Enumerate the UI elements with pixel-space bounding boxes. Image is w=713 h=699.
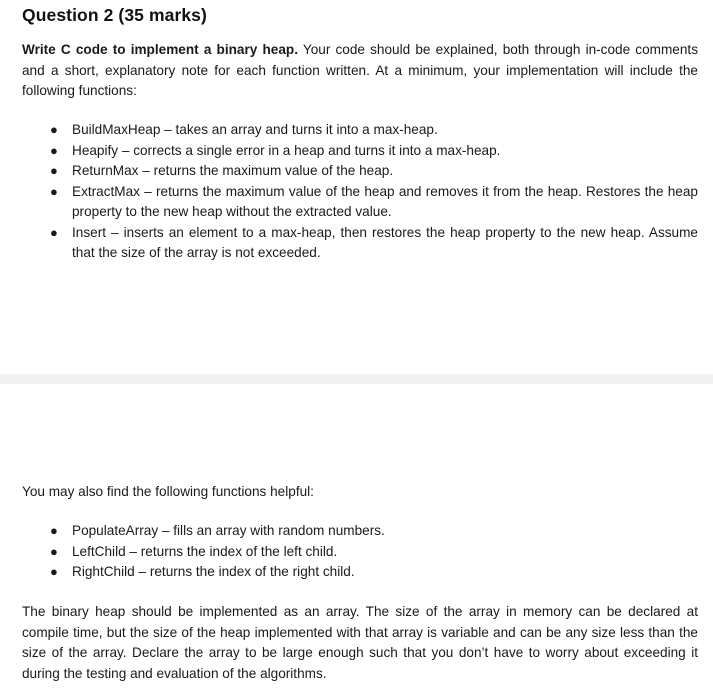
bullet-icon: ● xyxy=(50,183,58,199)
required-functions-list xyxy=(22,120,698,264)
list-item: ● LeftChild – returns the index of the left child. xyxy=(22,542,698,563)
bullet-icon: ● xyxy=(50,142,58,158)
list-item: ● Heapify – corrects a single error in a heap and turns it into a max-heap. xyxy=(22,141,698,162)
list-item: ● RightChild – returns the index of the right child. xyxy=(22,562,698,583)
intro-paragraph xyxy=(22,40,698,102)
bullet-icon: ● xyxy=(50,224,58,240)
page-bottom xyxy=(0,384,713,699)
bullet-icon: ● xyxy=(50,523,58,538)
helpful-functions-list xyxy=(22,521,698,583)
question-heading: Question 2 (35 marks) xyxy=(22,5,207,25)
list-item: ● ReturnMax – returns the maximum value of the heap. xyxy=(22,161,698,182)
list-item: ● ExtractMax – returns the maximum value of the heap and removes it from the heap. Restores the heap property to the new heap without the extracted value. xyxy=(50,183,698,219)
list-item: ● BuildMaxHeap – takes an array and turns it into a max-heap. xyxy=(22,120,698,141)
bullet-icon: ● xyxy=(50,543,58,559)
bullet-icon: ● xyxy=(50,163,58,178)
intro-text: Your code should be explained, both through in-code comments and a short, explanatory note for each function written. At a minimum, your implementation will include the following functions: xyxy=(22,42,698,98)
page-break xyxy=(0,374,713,384)
list-item: ● PopulateArray – fills an array with random numbers. xyxy=(22,521,698,542)
bullet-icon: ● xyxy=(50,122,58,137)
helpful-intro: You may also find the following functions helpful: xyxy=(22,484,314,499)
intro-bold-lead: Write C code to implement a binary heap. xyxy=(22,42,298,57)
list-item: ● Insert – inserts an element to a max-heap, then restores the heap property to the new heap. Assume that the size of the array is not exceeded. xyxy=(50,224,698,260)
closing-paragraph: The binary heap should be implemented as an array. The size of the array in memory can be declared at compile time, but the size of the heap implemented with that array is variable and can be any size less than the size of the array. Declare the array to be large enough such that you don’t have to worry about exceeding it during the testing and evaluation of the algorithms. xyxy=(22,604,698,681)
bullet-icon: ● xyxy=(50,564,58,579)
